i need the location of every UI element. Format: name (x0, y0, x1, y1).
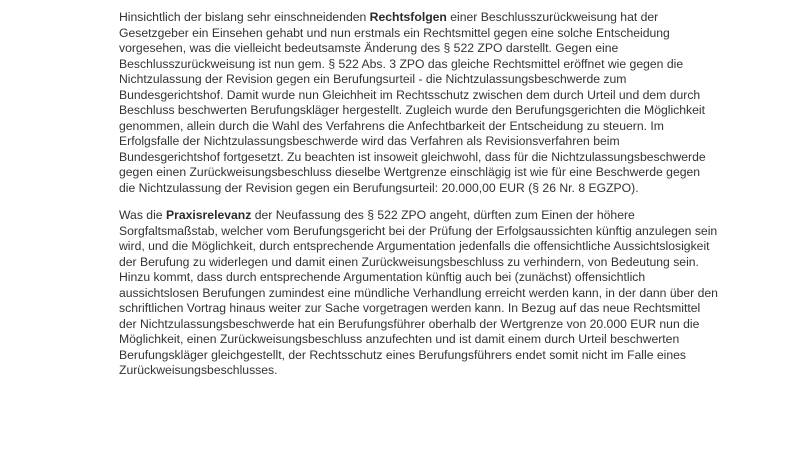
paragraph-text-start: Hinsichtlich der bislang sehr einschneidenden (119, 10, 370, 24)
bold-term-rechtsfolgen: Rechtsfolgen (369, 10, 447, 24)
paragraph-text-start: Was die (119, 208, 166, 222)
article-body (119, 10, 719, 379)
paragraph-rechtsfolgen (119, 10, 719, 196)
bold-term-praxisrelevanz: Praxisrelevanz (165, 208, 252, 222)
paragraph-text-rest: einer Beschlusszurückweisung hat der Gesetzgeber ein Einsehen gehabt und nun erstmals ein Rechtsmittel gegen eine solche Entscheidung vorgesehen, was die vielleicht bedeutsamste Änderung des § 522 ZPO darstellt. Gegen eine Beschlusszurückweisung ist nun gem. § 522 Abs. 3 ZPO das gleiche Rechtsmittel eröffnet wie gegen die Nichtzulassung der Revision gegen ein Berufungsurteil - die Nichtzulassungsbeschwerde zum Bundesgerichtshof. Damit wurde nun Gleichheit im Rechtsschutz zwischen dem durch Urteil und dem durch Beschluss beschwerten Berufungskläger hergestellt. Zugleich wurde den Berufungsgerichten die Möglichkeit genommen, allein durch die Wahl des Verfahrens die Anfechtbarkeit der Entscheidung zu steuern. Im Erfolgsfalle der Nichtzulassungsbeschwerde wird das Verfahren als Revisionsverfahren beim Bundesgerichtshof fortgesetzt. Zu beachten ist insoweit gleichwohl, dass für die Nichtzulassungsbeschwerde gegen einen Zurückweisungsbeschluss dieselbe Wertgrenze einschlägig ist wie für eine Beschwerde gegen die Nichtzulassung der Revision gegen ein Berufungsurteil: 20.000,00 EUR (§ 26 Nr. 8 EGZPO). (119, 10, 706, 195)
paragraph-praxisrelevanz (119, 208, 719, 379)
paragraph-text-rest: der Neufassung des § 522 ZPO angeht, dürften zum Einen der höhere Sorgfaltsmaßstab, welcher vom Berufungsgericht bei der Prüfung der Erfolgsaussichten künftig anzulegen sein wird, und die Möglichkeit, durch entsprechende Argumentation jedenfalls die offensichtliche Aussichtslosigkeit der Berufung zu widerlegen und damit einen Zurückweisungsbeschluss zu verhindern, von Bedeutung sein. Hinzu kommt, dass durch entsprechende Argumentation künftig auch bei (zunächst) offensichtlich aussichtslosen Berufungen zumindest eine mündliche Verhandlung erreicht werden kann, in der dann über den schriftlichen Vortrag hinaus weiter zur Sache vorgetragen werden kann. In Bezug auf das neue Rechtsmittel der Nichtzulassungsbeschwerde hat ein Berufungsführer oberhalb der Wertgrenze von 20.000 EUR nun die Möglichkeit, einen Zurückweisungsbeschluss anzufechten und ist damit einem durch Urteil beschwerten Berufungskläger gleichgestellt, der Rechtsschutz eines Berufungsführers endet somit nicht im Falle eines Zurückweisungsbeschlusses. (119, 208, 718, 377)
